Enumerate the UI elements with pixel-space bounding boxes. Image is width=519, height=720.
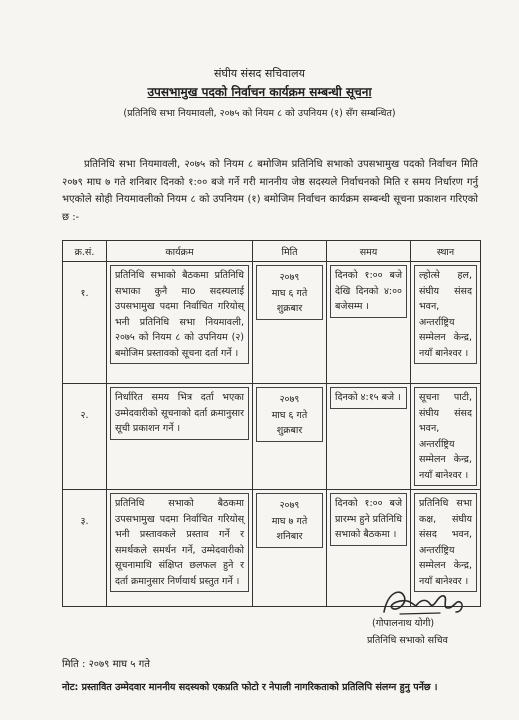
schedule-table bbox=[62, 240, 481, 607]
row-date-cell bbox=[253, 262, 327, 384]
signatory-name: (गोपालनाथ योगी) bbox=[372, 618, 435, 629]
header-serial: क्र.सं. bbox=[63, 241, 107, 262]
table-row bbox=[63, 384, 481, 490]
row-activity-cell bbox=[107, 384, 253, 490]
header-activity: कार्यक्रम bbox=[107, 241, 253, 262]
row-date bbox=[256, 493, 323, 548]
row-place: सूचना पाटी, संघीय संसद भवन, अन्तर्राष्ट्रिय सम्मेलन केन्द्र, नयाँ बानेश्वर । bbox=[414, 387, 477, 486]
row-activity: प्रतिनिधि सभाको बैठकमा उपसभामुख पदमा निर्वाचित गरियोस् भनी प्रस्तावकले प्रस्ताव गर्ने र समर्थकले समर्थन गर्ने, उम्मेदवारीको सूचनामाथि संक्षिप्त छलफल हुने र दर्ता क्रमानुसार निर्णयार्थ प्रस्तुत गर्ने । bbox=[110, 493, 249, 592]
office-name: संघीय संसद सचिवालय bbox=[214, 67, 305, 80]
row-date-year: २०७९ bbox=[279, 500, 300, 511]
notice-title: उपसभामुख पदको निर्वाचन कार्यक्रम सम्बन्धी सूचना bbox=[147, 85, 372, 99]
row-date bbox=[256, 387, 323, 442]
row-serial: १. bbox=[63, 262, 107, 384]
signatory-title: प्रतिनिधि सभाको सचिव bbox=[367, 635, 448, 646]
row-date-year: २०७९ bbox=[279, 272, 300, 283]
row-date-cell bbox=[253, 490, 327, 607]
row-place: ल्होत्से हल, संघीय संसद भवन, अन्तर्राष्ट्रिय सम्मेलन केन्द्र, नयाँ बानेश्वर । bbox=[414, 265, 477, 364]
row-serial: २. bbox=[63, 384, 107, 490]
header-date: मिति bbox=[253, 241, 327, 262]
row-activity: निर्धारित समय भित्र दर्ता भएका उम्मेदवारीको सूचनाको दर्ता क्रमानुसार सूची प्रकाशन गर्ने । bbox=[110, 387, 249, 440]
footer-note: नोट: प्रस्तावित उम्मेदवार माननीय सदस्यको एकप्रति फोटो र नेपाली नागरिकताको प्रतिलिपि संलग्न हुनु पर्नेछ । bbox=[62, 682, 438, 693]
row-date-weekday: शुक्रबार bbox=[276, 303, 303, 314]
row-date-day: माघ ६ गते bbox=[271, 287, 308, 299]
row-place: प्रतिनिधि सभा कक्ष, संघीय संसद भवन, अन्तर्राष्ट्रिय सम्मेलन केन्द्र, नयाँ बानेश्वर । bbox=[414, 493, 477, 592]
table-row bbox=[63, 262, 481, 384]
intro-paragraph: प्रतिनिधि सभा नियमावली, २०७५ को नियम ८ बमोजिम प्रतिनिधि सभाको उपसभामुख पदको निर्वाचन मिति २०७९ माघ ७ गते शनिबार दिनको १:०० बजे गर्ने गरी माननीय जेष्ठ सदस्यले निर्वाचनको मिति र समय निर्धारण गर्नु भएकोले सोही नियमावलीको नियम ८ को उपनियम (१) बमोजिम निर्वाचन कार्यक्रम सम्बन्धी सूचना प्रकाशन गरिएको छ :- bbox=[62, 159, 478, 223]
header-time: समय bbox=[327, 241, 411, 262]
row-date-weekday: शुक्रबार bbox=[276, 425, 303, 436]
row-activity-cell bbox=[107, 490, 253, 607]
notice-subtitle: (प्रतिनिधि सभा नियमावली, २०७५ को नियम ८ को उपनियम (१) सँग सम्बन्धित) bbox=[123, 108, 396, 119]
row-date-weekday: शनिबार bbox=[276, 531, 303, 542]
row-date-day: माघ ६ गते bbox=[271, 409, 308, 421]
row-date-day: माघ ७ गते bbox=[271, 515, 308, 527]
row-place-cell bbox=[411, 384, 481, 490]
table-header-row bbox=[63, 241, 481, 262]
row-time: दिनको ४:१५ बजे । bbox=[330, 387, 407, 409]
row-serial: ३. bbox=[63, 490, 107, 607]
issue-date: मिति : २०७९ माघ ५ गते bbox=[62, 659, 150, 670]
row-activity: प्रतिनिधि सभाको बैठकमा प्रतिनिधि सभाका कुनै माo सदस्यलाई उपसभामुख पदमा निर्वाचित गरियोस् भनी प्रतिनिधि सभा नियमावली, २०७५ को नियम ८ को उपनियम (२) बमोजिम प्रस्तावको सूचना दर्ता गर्ने । bbox=[110, 265, 249, 364]
row-date bbox=[256, 265, 323, 320]
row-place-cell bbox=[411, 262, 481, 384]
row-time-cell bbox=[327, 262, 411, 384]
row-activity-cell bbox=[107, 262, 253, 384]
row-date-cell bbox=[253, 384, 327, 490]
row-time-cell bbox=[327, 384, 411, 490]
row-time: दिनको १:०० बजे प्रारम्भ हुने प्रतिनिधि सभाको बैठकमा । bbox=[330, 493, 407, 546]
row-time: दिनको १:०० बजे देखि दिनको ४:०० बजेसम्म । bbox=[330, 265, 407, 318]
header-place: स्थान bbox=[411, 241, 481, 262]
row-date-year: २०७९ bbox=[279, 394, 300, 405]
